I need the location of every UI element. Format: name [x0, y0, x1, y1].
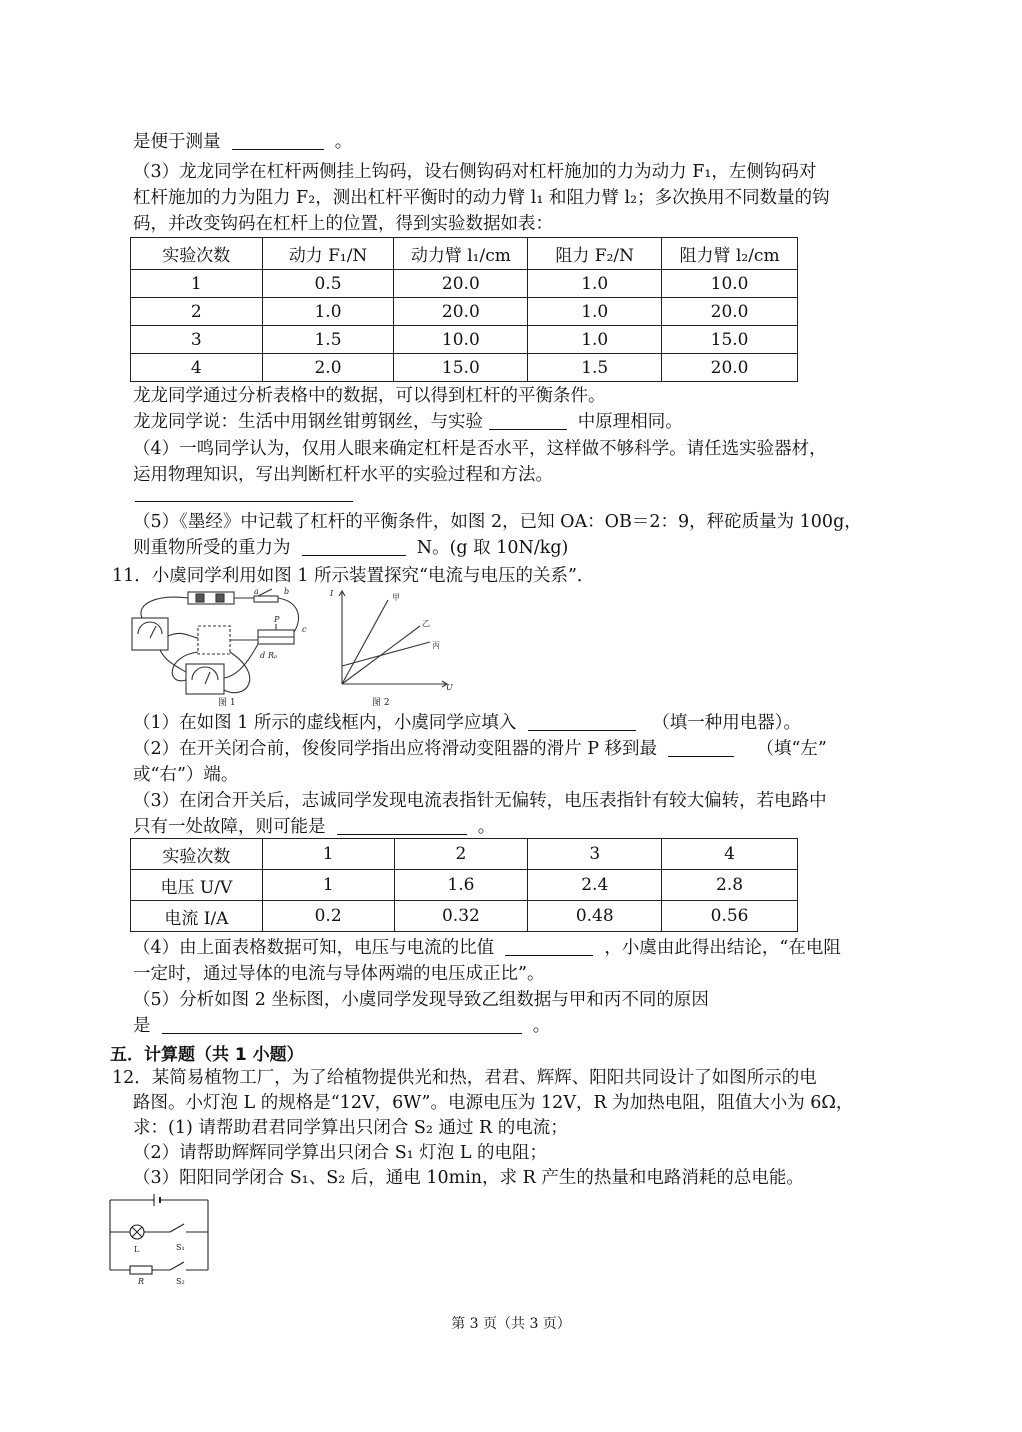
q10-p5-line2-text: 则重物所受的重力为	[133, 538, 291, 558]
series-label-yi: 乙	[422, 619, 430, 628]
table-cell: 1.0	[528, 270, 662, 298]
section-5-title: 五．计算题（共 1 小题）	[110, 1045, 304, 1065]
q10-after-table-line2	[133, 410, 683, 434]
label-b: b	[284, 587, 290, 596]
table-cell: 1.5	[262, 326, 394, 354]
table-cell: 1	[131, 270, 263, 298]
table-cell: 20.0	[394, 298, 528, 326]
table-cell: 2.8	[662, 870, 798, 901]
q10-after-table-line2-end: 中原理相同。	[577, 412, 683, 432]
q12-line5: （3）阳阳同学闭合 S₁、S₂ 后，通电 10min，求 R 产生的热量和电路消耗的总电能。	[133, 1168, 804, 1188]
q11-p5-line1: （5）分析如图 2 坐标图，小虞同学发现导致乙组数据与甲和丙不同的原因	[133, 990, 709, 1010]
q11-p3-line2-end: 。	[477, 817, 496, 837]
figure-2-iu-graph	[326, 586, 456, 708]
table-cell: 4	[131, 354, 263, 382]
battery-box	[188, 592, 234, 604]
table-cell: 3	[131, 326, 263, 354]
q11-p3-line1: （3）在闭合开关后，志诚同学发现电流表指针无偏转，电压表指针有较大偏转，若电路中	[133, 791, 827, 811]
table-row	[131, 354, 798, 382]
q11-p1	[133, 711, 801, 735]
q11-p2-text: （2）在开关闭合前，俊俊同学指出应将滑动变阻器的滑片 P 移到最	[133, 739, 658, 759]
q11-p2	[133, 737, 827, 761]
q11-p4-line1-end: ，小虞由此得出结论，“在电阻	[604, 938, 841, 958]
voltage-current-table	[130, 838, 798, 932]
resistor-r	[130, 1266, 152, 1274]
series-label-bing: 丙	[432, 641, 440, 650]
ammeter	[132, 618, 168, 650]
table-cell: 0.5	[262, 270, 394, 298]
table-header-row	[131, 238, 798, 270]
table-cell: 20.0	[662, 354, 798, 382]
q10-p5-line2	[133, 536, 568, 560]
page-footer: 第 3 页（共 3 页）	[451, 1316, 571, 1332]
q11-p1-end: （填一种用电器）。	[652, 713, 801, 733]
answer-line[interactable]	[135, 501, 353, 502]
table-cell: 2.0	[262, 354, 394, 382]
label-s2: S₂	[176, 1277, 185, 1286]
table-row	[131, 270, 798, 298]
table-row	[131, 326, 798, 354]
q10-p3-line2: 杠杆施加的力为阻力 F₂，测出杠杆平衡时的动力臂 l₁ 和阻力臂 l₂；多次换用不同数量的钩	[133, 188, 830, 208]
label-l: L	[134, 1245, 140, 1254]
switch-s2	[170, 1262, 184, 1270]
q10-after-table-line1: 龙龙同学通过分析表格中的数据，可以得到杠杆的平衡条件。	[133, 386, 606, 406]
table-header-cell: 阻力臂 l₂/cm	[662, 238, 798, 270]
q11-p4-line2: 一定时，通过导体的电流与导体两端的电压成正比”。	[133, 964, 545, 984]
figure-1-caption: 图 1	[218, 698, 236, 708]
table-header-cell: 动力 F₁/N	[262, 238, 394, 270]
table-cell: 10.0	[662, 270, 798, 298]
table-cell: 20.0	[394, 270, 528, 298]
table-cell: 1.5	[528, 354, 662, 382]
table-header-cell: 实验次数	[131, 238, 263, 270]
answer-blank[interactable]	[162, 1015, 522, 1034]
table-cell: 20.0	[662, 298, 798, 326]
answer-blank[interactable]	[489, 411, 567, 430]
answer-blank[interactable]	[668, 738, 734, 757]
table-header-cell: 动力臂 l₁/cm	[394, 238, 528, 270]
line-bing	[342, 642, 430, 666]
label-p: P	[274, 615, 280, 624]
q10-p3-line1: （3）龙龙同学在杠杆两侧挂上钩码，设右侧钩码对杠杆施加的力为动力 F₁，左侧钩码对	[133, 162, 817, 182]
table-cell: 1.0	[528, 326, 662, 354]
q10-p3-line3: 码，并改变钩码在杠杆上的位置，得到实验数据如表：	[133, 214, 553, 234]
label-c: c	[302, 625, 307, 634]
label-a: a	[254, 587, 259, 596]
table-row	[131, 839, 798, 870]
q11-p5-line2	[133, 1014, 550, 1038]
table-cell: 2	[131, 298, 263, 326]
dashed-box	[198, 626, 230, 654]
q11-p4-line1-text: （4）由上面表格数据可知，电压与电流的比值	[133, 938, 495, 958]
q10-first-line-text: 是便于测量	[133, 132, 221, 152]
q11-p2-line2: 或“右”）端。	[133, 765, 239, 785]
q10-p4-line1: （4）一鸣同学认为，仅用人眼来确定杠杆是否水平，这样做不够科学。请任选实验器材，	[133, 439, 827, 459]
q11-p3-line2-text: 只有一处故障，则可能是	[133, 817, 326, 837]
q10-p5-line1: （5）《墨经》中记载了杠杆的平衡条件，如图 2，已知 OA：OB＝2：9，秤砣质量为 100g，	[133, 512, 862, 532]
table-cell: 0.32	[394, 901, 528, 932]
q10-p5-line2-end: N。(g 取 10N/kg)	[416, 538, 569, 558]
label-r: R	[138, 1277, 145, 1286]
switch-s1	[170, 1224, 184, 1232]
label-rp: Rₚ	[268, 651, 278, 660]
lever-data-table	[130, 237, 798, 382]
q11-p5-line2-end: 。	[532, 1016, 551, 1036]
q12-line3: 求：(1) 请帮助君君同学算出只闭合 S₂ 通过 R 的电流；	[133, 1118, 568, 1138]
q11-title: 11．小虞同学利用如图 1 所示装置探究“电流与电压的关系”．	[112, 566, 595, 586]
q12-line1: 12．某简易植物工厂，为了给植物提供光和热，君君、辉辉、阳阳共同设计了如图所示的电	[112, 1068, 817, 1088]
axis-label-i: I	[330, 589, 334, 598]
q10-first-line-end: 。	[334, 132, 353, 152]
q11-p5-line2-text: 是	[133, 1016, 151, 1036]
table-row	[131, 901, 798, 932]
table-cell: 1.6	[394, 870, 528, 901]
table-cell: 15.0	[394, 354, 528, 382]
table-cell: 2	[394, 839, 528, 870]
q11-p1-text: （1）在如图 1 所示的虚线框内，小虞同学应填入	[133, 713, 517, 733]
q10-first-line	[133, 130, 352, 154]
table-cell: 实验次数	[131, 839, 263, 870]
answer-blank[interactable]	[528, 712, 636, 731]
label-s1: S₁	[176, 1243, 185, 1252]
answer-blank[interactable]	[302, 537, 406, 556]
table-header-cell: 阻力 F₂/N	[528, 238, 662, 270]
table-cell: 10.0	[394, 326, 528, 354]
q10-p4-line2: 运用物理知识，写出判断杠杆水平的实验过程和方法。	[133, 465, 553, 485]
table-cell: 1.0	[528, 298, 662, 326]
circuit-diagram	[104, 1190, 214, 1286]
q12-line2: 路图。小灯泡 L 的规格是“12V，6W”。电源电压为 12V，R 为加热电阻，阻值大小为 6Ω，	[133, 1093, 854, 1113]
line-jia	[342, 600, 388, 684]
table-cell: 1	[262, 870, 394, 901]
switch	[254, 596, 278, 602]
table-cell: 电压 U/V	[131, 870, 263, 901]
q11-p4-line1	[133, 936, 841, 960]
q10-after-table-line2-text: 龙龙同学说：生活中用钢丝钳剪钢丝，与实验	[133, 412, 483, 432]
answer-blank[interactable]	[232, 131, 324, 150]
table-row	[131, 870, 798, 901]
table-cell: 3	[528, 839, 662, 870]
label-d: d	[260, 651, 266, 660]
answer-blank[interactable]	[505, 937, 593, 956]
table-cell: 0.56	[662, 901, 798, 932]
q12-line4: （2）请帮助辉辉同学算出只闭合 S₁ 灯泡 L 的电阻；	[133, 1143, 548, 1163]
table-cell: 4	[662, 839, 798, 870]
table-cell: 1	[262, 839, 394, 870]
series-label-jia: 甲	[392, 593, 400, 602]
table-cell: 电流 I/A	[131, 901, 263, 932]
answer-blank[interactable]	[337, 816, 467, 835]
table-cell: 0.48	[528, 901, 662, 932]
table-cell: 15.0	[662, 326, 798, 354]
table-cell: 0.2	[262, 901, 394, 932]
figure-2-caption: 图 2	[372, 698, 390, 708]
q11-p3-line2	[133, 815, 495, 839]
table-cell: 2.4	[528, 870, 662, 901]
figure-1-apparatus	[126, 586, 326, 708]
table-cell: 1.0	[262, 298, 394, 326]
axis-label-u: U	[446, 683, 453, 692]
q11-p2-end: （填“左”	[756, 739, 827, 759]
table-row	[131, 298, 798, 326]
